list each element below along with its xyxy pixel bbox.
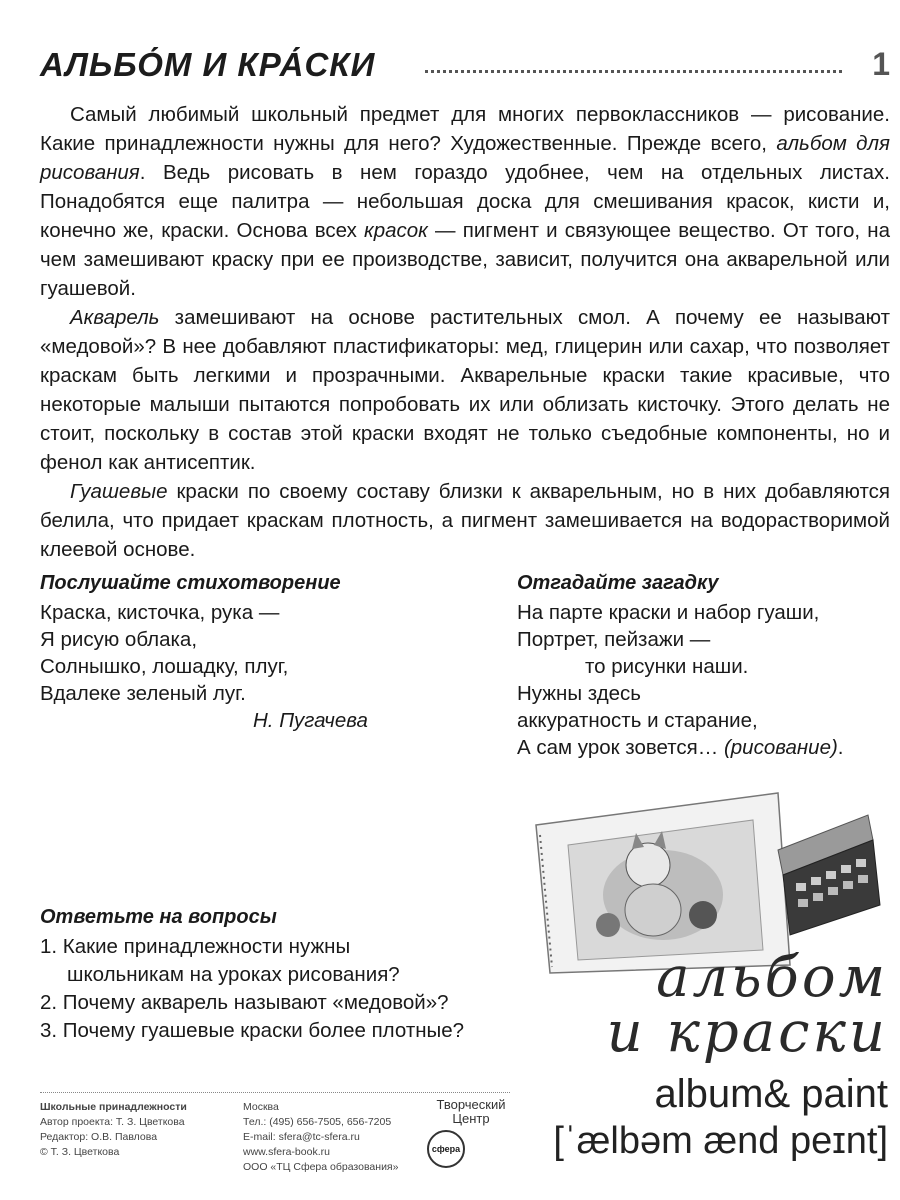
- page-title: АЛЬБО́М И КРА́СКИ: [40, 46, 376, 83]
- footer-copyright: © Т. З. Цветкова: [40, 1146, 120, 1158]
- poem-section: [40, 570, 480, 734]
- footer-series: Школьные принадлежности: [40, 1101, 187, 1113]
- cursive-word-line1: альбом: [656, 945, 888, 1010]
- paint-box-image: [778, 815, 880, 935]
- brand-line1: Творческий: [436, 1097, 506, 1112]
- italic-term: красок: [364, 219, 428, 242]
- poem-heading: Послушайте стихотворение: [40, 572, 341, 594]
- italic-term: альбом для рисования: [40, 132, 890, 184]
- main-text: [40, 100, 890, 564]
- footer-phone: Тел.: (495) 656-7505, 656-7205: [243, 1116, 392, 1128]
- question-item: 1. Какие принадлежности нужны: [40, 935, 351, 958]
- paragraph: [40, 100, 890, 303]
- text-run: Самый любимый школьный предмет для многих первоклассников — рисование. Какие принадлежности нужны для него? Художественные. Прежде всего,: [40, 103, 890, 155]
- title-dot-leader: [425, 70, 842, 73]
- poem-line: Вдалеке зеленый луг.: [40, 682, 246, 705]
- riddle-heading: Отгадайте загадку: [517, 572, 719, 594]
- footer-credits: [40, 1100, 240, 1160]
- italic-term: Гуашевые: [70, 480, 168, 503]
- title-row: [40, 42, 890, 92]
- questions-section: [40, 903, 540, 1045]
- question-item: 2. Почему акварель называют «медовой»?: [40, 991, 449, 1014]
- text-run: краски по своему составу близки к акварельным, но в них добавляются белила, что придает краскам плотность, а пигмент замешивается на водорастворимой клеевой основе.: [40, 480, 890, 561]
- footer-publisher: ООО «ТЦ Сфера образования»: [243, 1161, 399, 1173]
- cursive-word-line2: и краски: [606, 1000, 888, 1065]
- italic-term: Акварель: [70, 306, 160, 329]
- riddle-end: .: [837, 736, 844, 759]
- brand-line2: Центр: [452, 1111, 490, 1126]
- question-item: 3. Почему гуашевые краски более плотные?: [40, 1019, 465, 1042]
- sfera-logo-icon: сфера: [427, 1130, 465, 1168]
- riddle-line: Нужны здесь: [517, 682, 641, 705]
- riddle-answer: (рисование): [723, 736, 838, 759]
- poem-line: Краска, кисточка, рука —: [40, 601, 280, 624]
- riddle-line: Портрет, пейзажи —: [517, 628, 711, 651]
- riddle-line: аккуратность и старание,: [517, 709, 758, 732]
- riddle-line: На парте краски и набор гуаши,: [517, 601, 820, 624]
- footer-divider: [40, 1092, 510, 1093]
- text-run: — пигмент и связующее вещество. От того, на чем замешивают краску при ее производстве, зависит, получится она акварельной или гуашевой.: [40, 219, 891, 300]
- card-number: 1: [872, 46, 890, 82]
- question-item-continuation: школьникам на уроках рисования?: [67, 963, 400, 986]
- riddle-line: [517, 734, 897, 761]
- publisher-brand: [425, 1098, 517, 1168]
- text-run: замешивают на основе растительных смол. А почему ее называют «медовой»? В нее добавляют пластификаторы: мед, глицерин или сахар, что позволяет краскам быть легкими и прозрачными. Акварельные краски такие красивые, что некоторые малыши пытаются попробовать их или облизать кисточку. Этого делать не стоит, поскольку в состав этой краски входят не только съедобные компоненты, но и фенол как антисептик.: [40, 306, 890, 474]
- text-run: . Ведь рисовать в нем гораздо удобнее, чем на отдельных листах. Понадобятся еще палитра — небольшая доска для смешивания красок, кисти и, конечно же, краски. Основа всех: [40, 161, 890, 242]
- riddle-section: [517, 570, 897, 761]
- footer-author: Автор проекта: Т. З. Цветкова: [40, 1116, 185, 1128]
- footer-site: www.sfera-book.ru: [243, 1146, 330, 1158]
- paragraph: [40, 303, 890, 477]
- paragraph: [40, 477, 890, 564]
- footer-email: E-mail: sfera@tc-sfera.ru: [243, 1131, 360, 1143]
- poem-line: Солнышко, лошадку, плуг,: [40, 655, 289, 678]
- riddle-text: А сам урок зовется…: [517, 736, 724, 759]
- transcription: [ˈælbəm ænd peɪnt]: [553, 1120, 888, 1162]
- footer-editor: Редактор: О.В. Павлова: [40, 1131, 158, 1143]
- poem-line: Я рисую облака,: [40, 628, 198, 651]
- footer-contacts: [243, 1100, 423, 1175]
- english-word: album& paint: [654, 1072, 888, 1116]
- footer-city: Москва: [243, 1101, 279, 1113]
- questions-heading: Ответьте на вопросы: [40, 906, 277, 928]
- riddle-line: то рисунки наши.: [585, 655, 749, 678]
- poem-author: Н. Пугачева: [253, 709, 368, 732]
